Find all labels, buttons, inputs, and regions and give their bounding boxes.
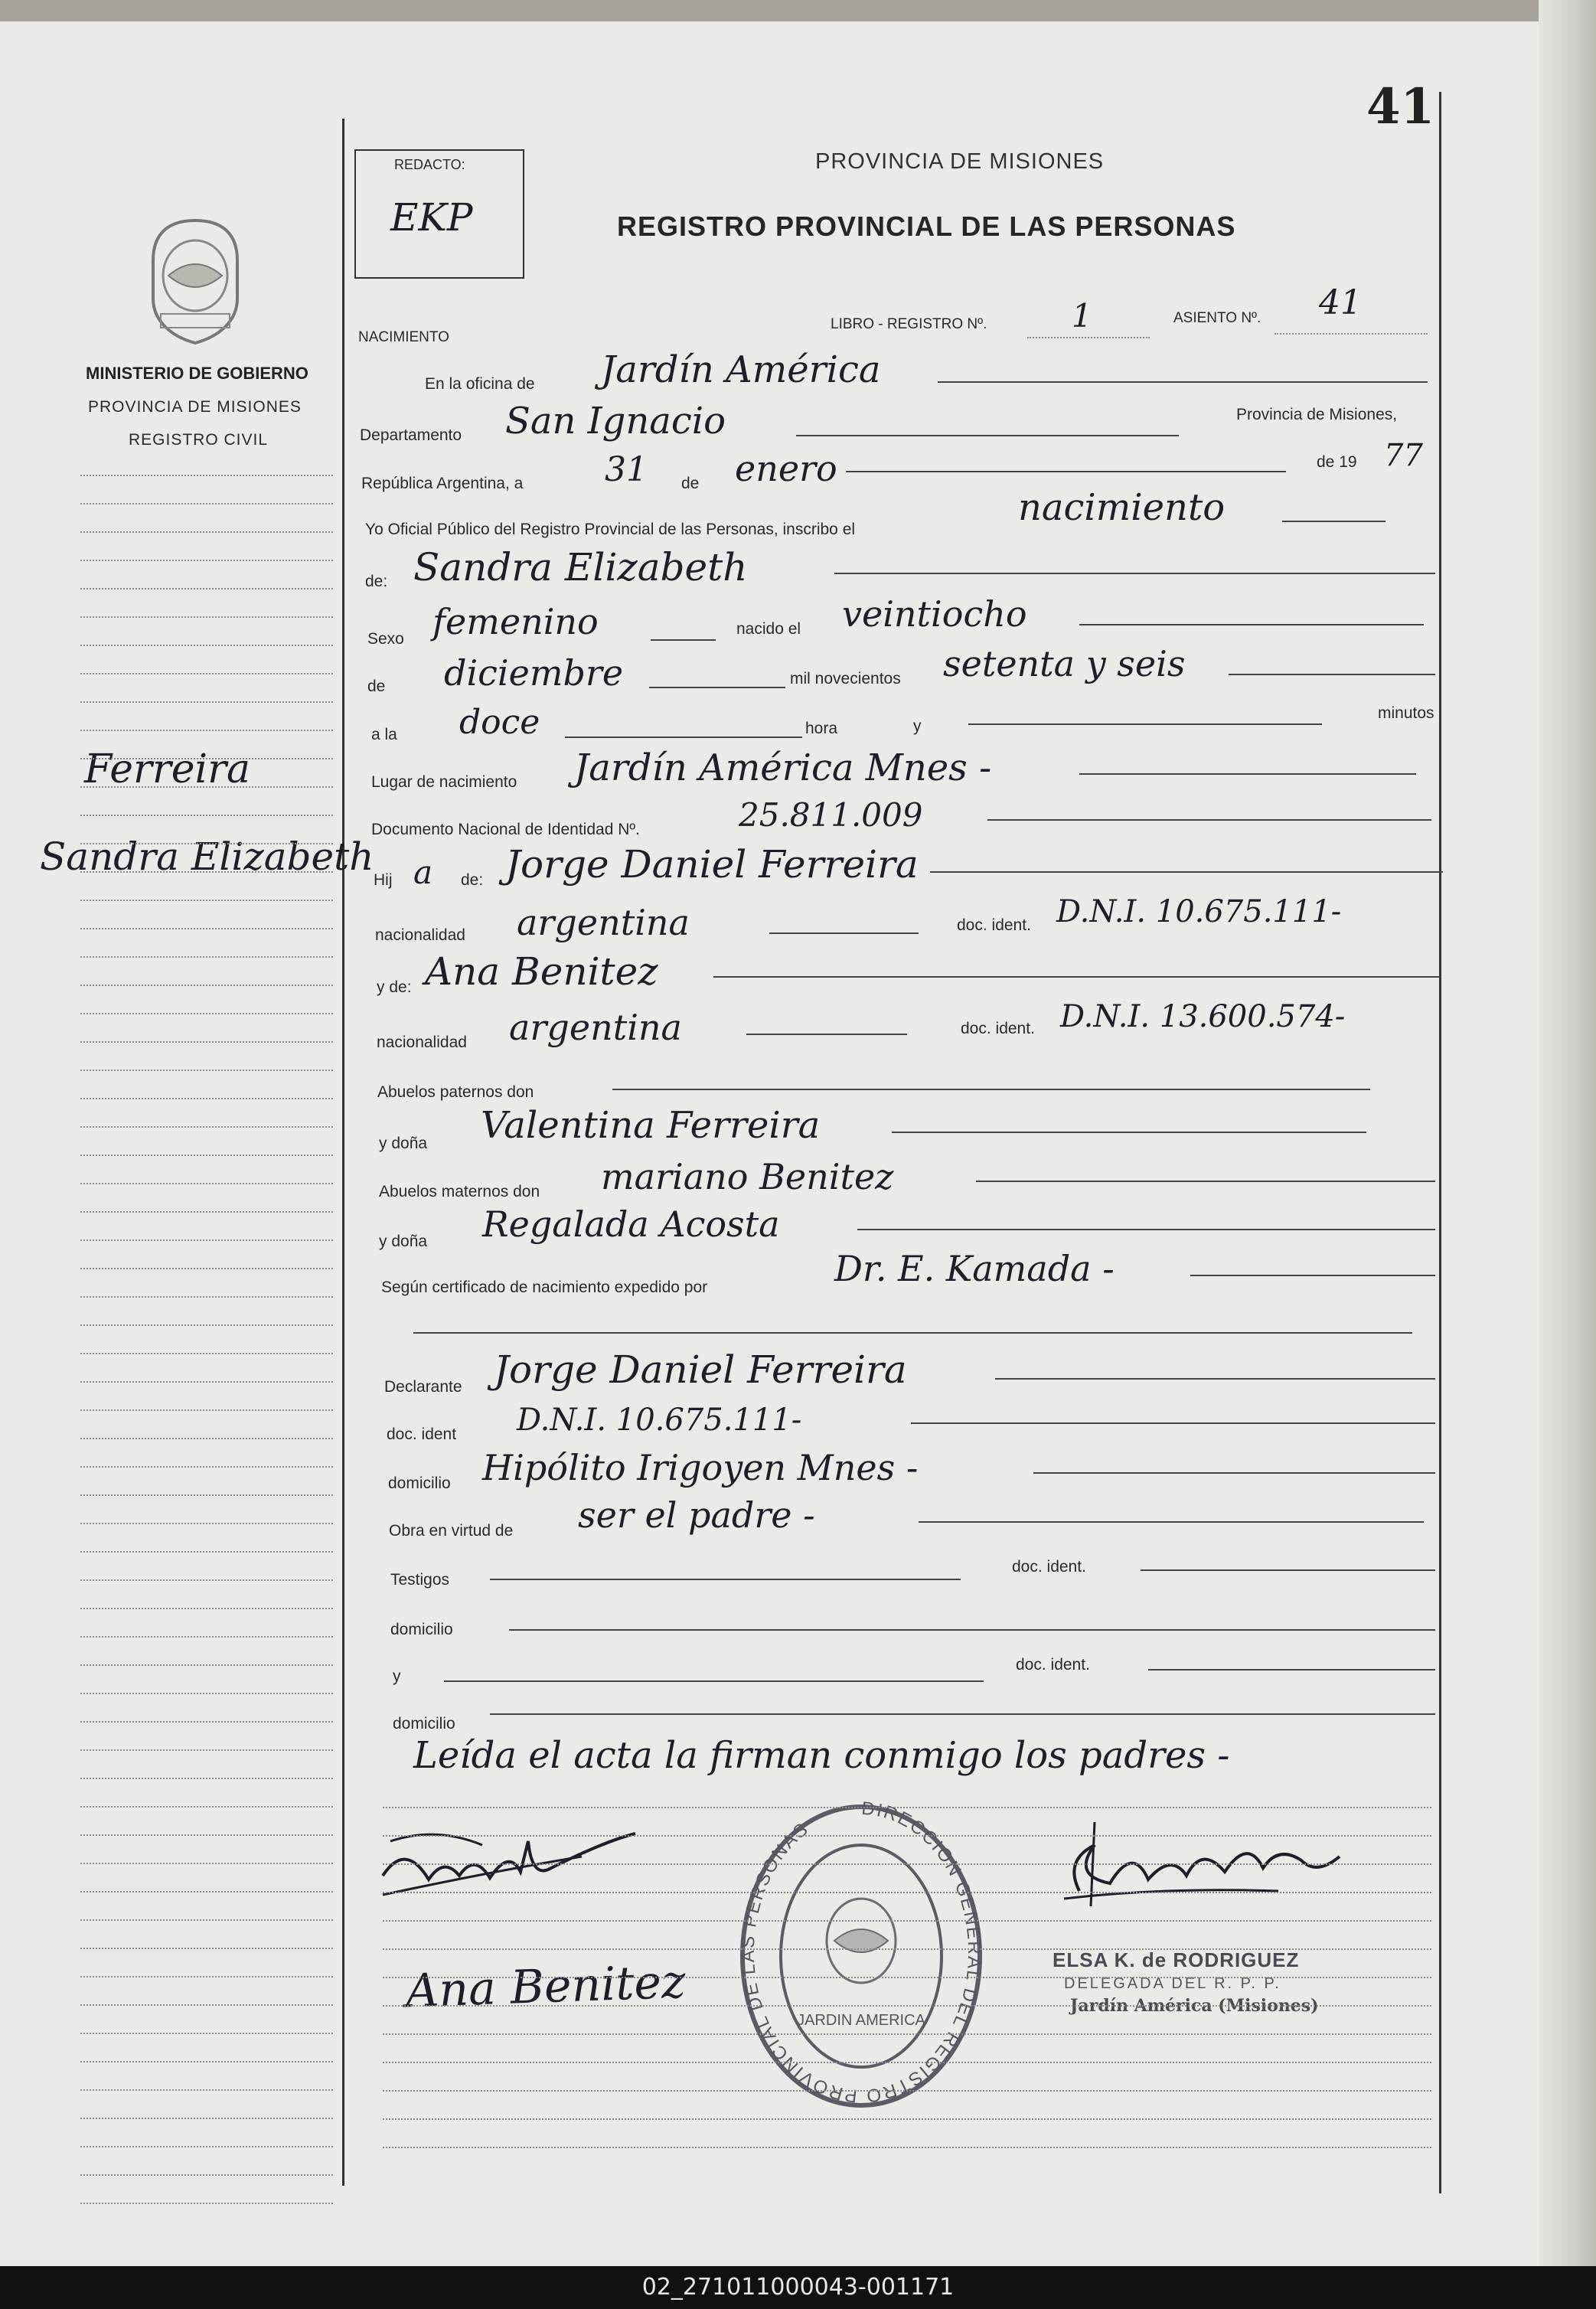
oficina-value: Jardín América xyxy=(601,348,881,391)
margin-rule xyxy=(80,1834,333,1836)
margin-rule xyxy=(80,1268,333,1269)
margin-rule xyxy=(80,1693,333,1694)
minutos-line xyxy=(968,723,1322,725)
margin-rule xyxy=(80,1154,333,1156)
declarante-line xyxy=(995,1378,1435,1380)
anio-letras-line xyxy=(1229,674,1435,675)
mes-value: enero xyxy=(735,448,837,489)
testigos-line xyxy=(490,1579,961,1580)
y2-line xyxy=(444,1680,984,1682)
signature-rule xyxy=(383,2062,1431,2063)
sexo-value: femenino xyxy=(432,601,599,642)
margin-rule xyxy=(80,1523,333,1524)
asiento-label: ASIENTO Nº. xyxy=(1173,310,1261,326)
sexo-label: Sexo xyxy=(367,630,404,648)
margin-rule xyxy=(80,560,333,561)
margin-rule xyxy=(80,1126,333,1128)
padre-nac-label: nacionalidad xyxy=(375,926,465,944)
margin-rule xyxy=(80,645,333,646)
signature-rule xyxy=(383,1977,1431,1978)
declarante-doc-label: doc. ident xyxy=(387,1426,457,1443)
page-number: 41 xyxy=(1366,78,1435,136)
padre-line xyxy=(930,871,1443,873)
margin-rule xyxy=(80,2118,333,2119)
header-province: PROVINCIA DE MISIONES xyxy=(815,149,1105,174)
dia-letras-value: veintiocho xyxy=(842,593,1027,635)
abuela-pat-line xyxy=(892,1132,1366,1133)
margin-rule xyxy=(80,928,333,929)
official-signature xyxy=(1049,1814,1347,1922)
margin-rule xyxy=(80,701,333,703)
acto-value: nacimiento xyxy=(1018,486,1226,529)
libro-value: 1 xyxy=(1072,297,1092,335)
de-label: de xyxy=(681,475,700,492)
certificado-label: Según certificado de nacimiento expedido por xyxy=(381,1279,708,1296)
mil-label: mil novecientos xyxy=(790,670,901,687)
margin-rule xyxy=(80,2089,333,2091)
margin-rule xyxy=(80,1409,333,1411)
abuela-pat-value: Valentina Ferreira xyxy=(481,1104,821,1147)
hijo-suffix: a xyxy=(413,854,433,891)
margin-rule xyxy=(80,1579,333,1581)
margin-rule xyxy=(80,1070,333,1071)
oficina-label: En la oficina de xyxy=(425,375,535,393)
margin-rule xyxy=(80,1551,333,1553)
asiento-line xyxy=(1275,333,1428,335)
margin-rule xyxy=(80,1891,333,1893)
departamento-value: San Ignacio xyxy=(505,400,726,443)
asiento-value: 41 xyxy=(1319,283,1362,322)
margin-rule xyxy=(80,1806,333,1808)
libro-label: LIBRO - REGISTRO Nº. xyxy=(831,316,987,332)
margin-given-name: Sandra Elizabeth xyxy=(40,834,374,879)
domicilio2-label: domicilio xyxy=(390,1621,453,1638)
hijo-de-label: de: xyxy=(461,871,484,889)
mes-letras-value: diciembre xyxy=(444,652,624,694)
hijo-label: Hij xyxy=(374,871,393,889)
domicilio-value: Hipólito Irigoyen Mnes - xyxy=(482,1447,919,1488)
mother-signature: Ana Benitez xyxy=(404,1955,687,2019)
margin-rule xyxy=(80,1239,333,1241)
page-edge xyxy=(1539,0,1596,2266)
dni-label: Documento Nacional de Identidad Nº. xyxy=(371,821,640,838)
margin-rule xyxy=(80,475,333,476)
margin-rule xyxy=(80,1466,333,1468)
y2-doc-label: doc. ident. xyxy=(1016,1656,1090,1674)
margin-rule xyxy=(80,2174,333,2176)
margin-rule xyxy=(80,1353,333,1354)
abuelos-mat-label: Abuelos maternos don xyxy=(379,1183,540,1200)
domicilio-label: domicilio xyxy=(388,1475,451,1492)
sexo-line xyxy=(651,639,716,641)
margin-rule xyxy=(80,786,333,788)
nacido-label: nacido el xyxy=(736,620,801,638)
signature-rule xyxy=(383,1892,1431,1893)
abuelos-pat-label: Abuelos paternos don xyxy=(377,1083,534,1101)
signature-rule xyxy=(383,2033,1431,2035)
departamento-label: Departamento xyxy=(360,426,462,444)
madre-de-label: y de: xyxy=(377,978,412,996)
margin-rule xyxy=(80,1183,333,1184)
hora-label: hora xyxy=(805,720,838,737)
father-signature xyxy=(375,1811,643,1925)
madre-doc-label: doc. ident. xyxy=(961,1020,1035,1037)
madre-value: Ana Benitez xyxy=(425,949,658,994)
margin-rule xyxy=(80,1863,333,1864)
margin-rule xyxy=(80,956,333,958)
signature-rule xyxy=(383,1835,1431,1837)
margin-rule xyxy=(80,1438,333,1439)
margin-rule xyxy=(80,1778,333,1779)
ala-label: a la xyxy=(371,726,397,743)
margin-rule xyxy=(80,1098,333,1099)
closing-text: Leída el acta la firman conmigo los padres - xyxy=(413,1734,1230,1777)
padre-doc-value: D.N.I. 10.675.111- xyxy=(1056,894,1342,929)
margin-rule xyxy=(80,1013,333,1014)
round-stamp xyxy=(735,1795,987,2117)
padre-value: Jorge Daniel Ferreira xyxy=(505,842,919,887)
margin-rule xyxy=(80,1749,333,1751)
padre-nac-value: argentina xyxy=(517,902,690,943)
margin-rule xyxy=(80,985,333,986)
declarante-doc-line xyxy=(911,1422,1435,1424)
margin-rule xyxy=(80,673,333,674)
y2-doc-line xyxy=(1148,1669,1435,1671)
margin-rule xyxy=(80,843,333,844)
margin-rule xyxy=(80,1664,333,1666)
margin-rule xyxy=(80,2061,333,2062)
mes-line xyxy=(846,471,1286,472)
margin-surname: Ferreira xyxy=(84,746,250,792)
margin-rule xyxy=(80,730,333,731)
obra-value: ser el padre - xyxy=(578,1494,815,1536)
signature-rule xyxy=(383,2118,1431,2120)
domicilio-line xyxy=(1033,1472,1435,1474)
dia-letras-line xyxy=(1079,624,1424,625)
margin-rule xyxy=(80,2004,333,2006)
domicilio3-label: domicilio xyxy=(393,1715,455,1733)
certificado-line xyxy=(1190,1275,1435,1276)
margin-rule xyxy=(80,1948,333,1949)
signature-rule xyxy=(383,1920,1431,1922)
margin-rule xyxy=(80,1919,333,1921)
stamp-coat-of-arms-icon xyxy=(827,1899,896,1983)
lugar-line xyxy=(1079,773,1416,775)
padre-nac-line xyxy=(769,932,919,934)
official-stamp-line2: DELEGADA DEL R. P. P. xyxy=(1064,1975,1281,1992)
official-stamp-line3: Jardín América (Misiones) xyxy=(1070,1996,1319,2016)
declarante-doc-value: D.N.I. 10.675.111- xyxy=(517,1403,802,1438)
abuela-mat-label: y doña xyxy=(379,1233,428,1250)
libro-line xyxy=(1027,337,1150,338)
abuelo-mat-value: mariano Benitez xyxy=(601,1156,894,1197)
abuelos-pat-line xyxy=(612,1089,1370,1090)
acto-line xyxy=(1282,521,1385,522)
madre-nac-value: argentina xyxy=(509,1007,682,1048)
provincia-label: Provincia de Misiones, xyxy=(1236,406,1398,423)
y-label: y xyxy=(913,717,922,735)
ministry-line1: MINISTERIO DE GOBIERNO xyxy=(86,364,308,383)
departamento-line xyxy=(796,435,1179,436)
testigos-doc-label: doc. ident. xyxy=(1012,1558,1086,1576)
declarante-label: Declarante xyxy=(384,1378,462,1396)
margin-rule xyxy=(80,1211,333,1213)
madre-nac-line xyxy=(746,1034,907,1035)
anio-letras-value: setenta y seis xyxy=(943,643,1186,684)
official-stamp-line1: ELSA K. de RODRIGUEZ xyxy=(1053,1948,1300,1971)
hora-value: doce xyxy=(459,703,540,742)
ministry-line2: PROVINCIA DE MISIONES xyxy=(88,398,302,416)
dni-value: 25.811.009 xyxy=(739,796,923,834)
abuela-mat-value: Regalada Acosta xyxy=(482,1203,780,1245)
round-stamp-center: JARDIN AMERICA xyxy=(797,2012,925,2029)
margin-rule xyxy=(80,2033,333,2034)
margin-rule xyxy=(80,1494,333,1496)
margin-rule xyxy=(80,531,333,533)
margin-rule xyxy=(80,616,333,618)
domicilio2-line xyxy=(509,1629,1435,1631)
oficial-label: Yo Oficial Público del Registro Provincial de las Personas, inscribo el xyxy=(365,521,856,538)
abuela-pat-label: y doña xyxy=(379,1135,428,1152)
signature-rule xyxy=(383,2147,1431,2148)
oficina-line xyxy=(938,381,1428,383)
declarante-value: Jorge Daniel Ferreira xyxy=(494,1347,907,1392)
domicilio3-line xyxy=(490,1713,1435,1715)
mes-letras-label: de xyxy=(367,678,386,695)
margin-rule xyxy=(80,2146,333,2147)
margin-rule xyxy=(80,1636,333,1638)
margin-rule xyxy=(80,1976,333,1978)
redacto-value: EKP xyxy=(390,195,473,240)
redacto-label: REDACTO: xyxy=(394,157,465,172)
dni-line xyxy=(987,819,1431,821)
dia-value: 31 xyxy=(605,450,648,489)
redacto-box xyxy=(354,149,524,279)
margin-rule xyxy=(80,1381,333,1383)
y2-label: y xyxy=(393,1667,401,1685)
margin-rule xyxy=(80,815,333,816)
margin-rule xyxy=(80,1324,333,1326)
margin-rule xyxy=(80,503,333,505)
abuelo-mat-line xyxy=(976,1181,1435,1182)
margin-rule xyxy=(80,1721,333,1723)
minutos-label: minutos xyxy=(1378,704,1434,722)
signature-rule xyxy=(383,2090,1431,2092)
margin-rule xyxy=(80,758,333,759)
binding-strip xyxy=(0,0,1596,21)
madre-nac-label: nacionalidad xyxy=(377,1034,467,1051)
signature-rule xyxy=(383,1863,1431,1865)
certificado-value: Dr. E. Kamada - xyxy=(834,1248,1115,1289)
signature-rule xyxy=(383,1948,1431,1950)
frame-right-line xyxy=(1439,92,1441,2193)
signature-rule xyxy=(383,1807,1431,1808)
padre-doc-label: doc. ident. xyxy=(957,916,1031,934)
madre-doc-value: D.N.I. 13.600.574- xyxy=(1060,999,1346,1034)
madre-line xyxy=(713,976,1441,978)
republica-label: República Argentina, a xyxy=(361,475,524,492)
header-title: REGISTRO PROVINCIAL DE LAS PERSONAS xyxy=(617,211,1236,242)
frame-left-line xyxy=(342,119,344,2186)
record-type-label: NACIMIENTO xyxy=(358,329,449,345)
nombre-de-label: de: xyxy=(365,573,388,590)
round-stamp-ring: DIRECCION GENERAL DEL REGISTRO PROVINCIAL DE LAS PERSONAS xyxy=(737,1798,985,2107)
margin-rule xyxy=(80,871,333,873)
signature-rule xyxy=(383,2005,1431,2007)
margin-rule xyxy=(80,588,333,589)
margin-rule xyxy=(80,1296,333,1298)
lugar-value: Jardín América Mnes - xyxy=(574,746,992,789)
nombre-value: Sandra Elizabeth xyxy=(413,545,748,589)
testigos-label: Testigos xyxy=(390,1571,450,1589)
obra-line xyxy=(919,1521,1424,1523)
abuela-mat-line xyxy=(857,1229,1435,1230)
anio-value: 77 xyxy=(1384,438,1423,473)
certificado-line-2 xyxy=(413,1332,1412,1334)
coat-of-arms-icon xyxy=(138,214,253,348)
anio-label: de 19 xyxy=(1317,453,1357,471)
margin-rule xyxy=(80,1608,333,1609)
margin-rule xyxy=(80,1041,333,1043)
nombre-line xyxy=(834,573,1435,574)
ministry-line3: REGISTRO CIVIL xyxy=(129,431,269,449)
testigos-doc-line xyxy=(1141,1569,1435,1571)
margin-rule xyxy=(80,2203,333,2204)
scan-footer: 02_271011000043-001171 xyxy=(0,2266,1596,2309)
mes-letras-line xyxy=(649,687,785,688)
hora-line xyxy=(565,736,802,738)
obra-label: Obra en virtud de xyxy=(389,1522,514,1540)
margin-rule xyxy=(80,900,333,901)
lugar-label: Lugar de nacimiento xyxy=(371,773,517,791)
